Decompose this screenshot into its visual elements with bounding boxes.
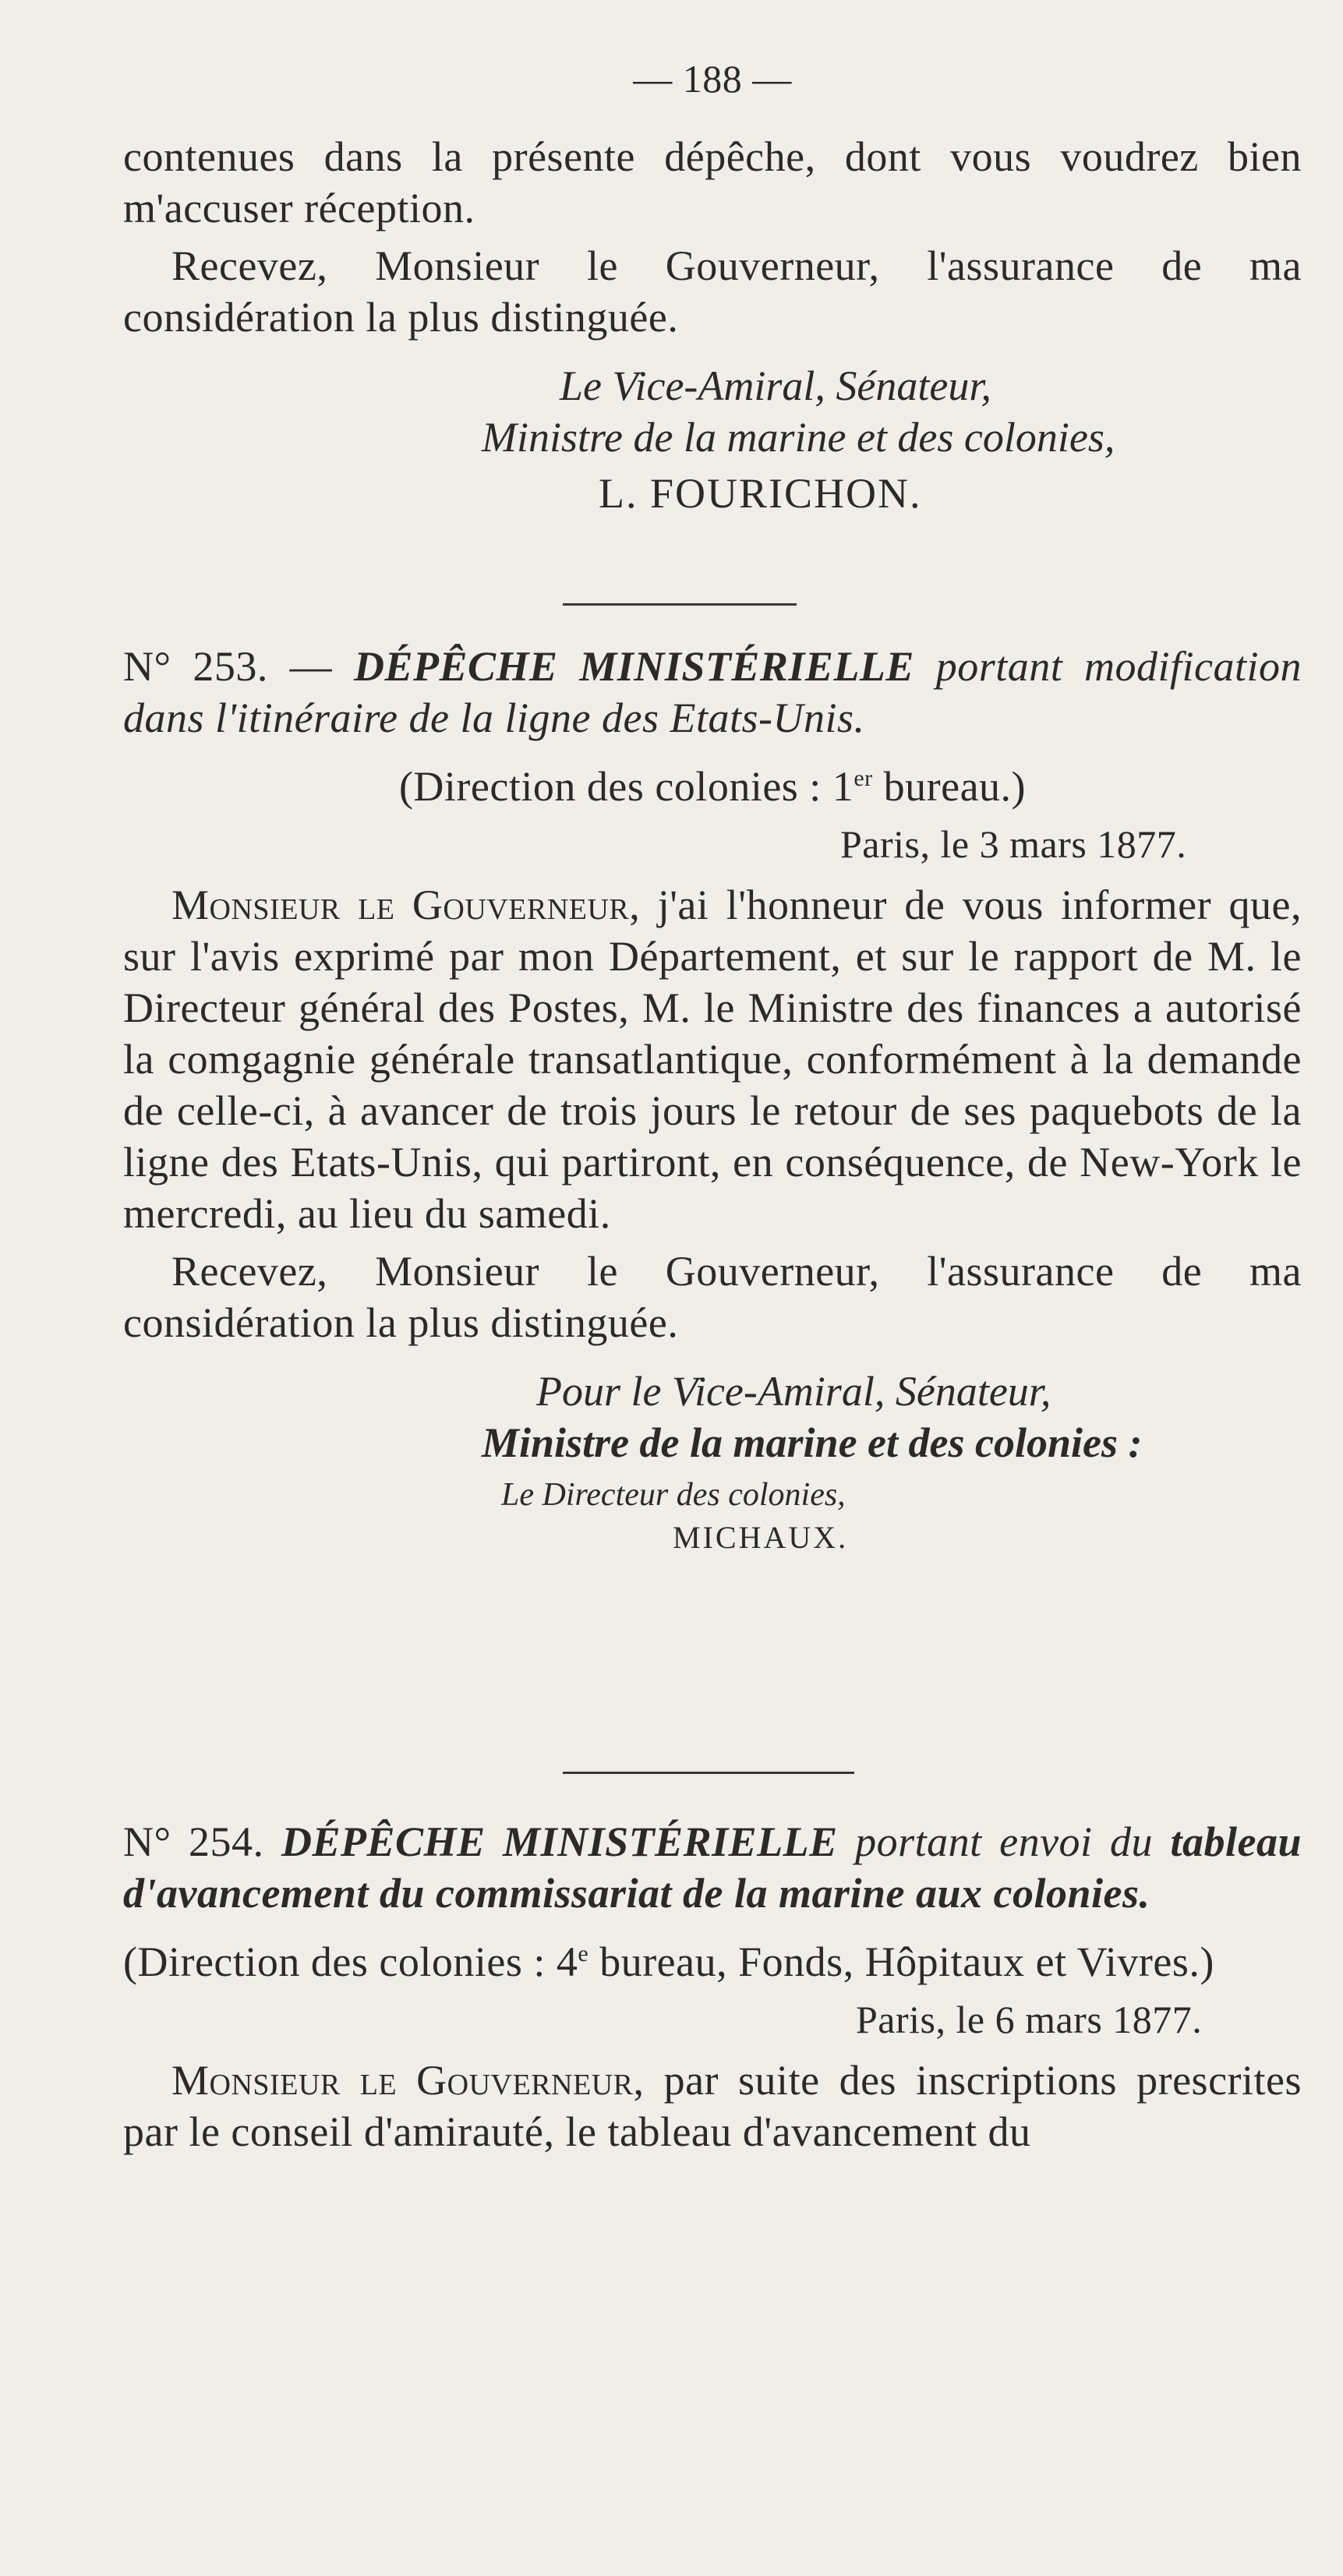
direction-sup: e xyxy=(578,1941,589,1966)
continuation-closing: Recevez, Monsieur le Gouverneur, l'assurance de ma considération la plus distinguée. xyxy=(123,242,1302,341)
dispatch-subtitle: portant envoi du xyxy=(855,1818,1154,1865)
dispatch-dateline: Paris, le 3 mars 1877. xyxy=(840,822,1187,866)
dispatch-title: DÉPÊCHE MINISTÉRIELLE xyxy=(281,1818,838,1865)
signature-line-3: Le Directeur des colonies, xyxy=(501,1477,846,1513)
signature-line-2: Ministre de la marine et des colonies, xyxy=(482,414,1115,461)
section-divider xyxy=(563,603,797,606)
signature-fourichon xyxy=(123,360,1302,519)
dispatch-salutation: Monsieur le Gouverneur, xyxy=(171,2057,645,2104)
dispatch-body-text: par suite des inscriptions prescrites par le conseil d'amirauté, le tableau d'avancement du xyxy=(123,2057,1302,2155)
signature-line-2: Ministre de la marine et des colonies : xyxy=(482,1419,1143,1466)
dispatch-subtitle-bold: tableau d'avancement du commissariat de la marine aux colonies. xyxy=(123,1818,1302,1917)
dispatch-number: N° 253. — xyxy=(123,643,333,690)
signature-michaux xyxy=(123,1366,1302,1559)
signature-name: L. FOURICHON. xyxy=(599,470,922,517)
continuation-section xyxy=(123,131,1302,519)
page-number: — 188 — xyxy=(633,57,792,101)
dispatch-direction xyxy=(123,761,1302,812)
dispatch-salutation: Monsieur le Gouverneur, xyxy=(171,882,641,928)
direction-prefix: (Direction des colonies : 4 xyxy=(123,1938,578,1985)
dispatch-body xyxy=(123,879,1302,1239)
section-divider xyxy=(563,1772,854,1774)
dispatch-heading xyxy=(123,1816,1302,1919)
direction-sup: er xyxy=(854,765,873,791)
dispatch-body-text: j'ai l'honneur de vous informer que, sur l'avis exprimé par mon Département, et sur le rapport de M. le Directeur général des Postes, M. le Ministre des finances a autorisé la comgagnie générale transatlantique, conformément à la demande de celle-ci, à avancer de trois jours le retour de ses paquebots de la ligne des Etats-Unis, qui partiront, en conséquence, de New-York le mercredi, au lieu du samedi. xyxy=(123,882,1302,1237)
direction-suffix: bureau, Fonds, Hôpitaux et Vivres.) xyxy=(588,1938,1214,1985)
dispatch-title: DÉPÊCHE MINISTÉRIELLE xyxy=(353,643,914,690)
direction-suffix: bureau.) xyxy=(872,763,1027,810)
continuation-text: contenues dans la présente dépêche, dont vous voudrez bien m'accuser réception. xyxy=(123,133,1302,231)
dispatch-heading xyxy=(123,641,1302,744)
dispatch-subtitle: portant modification dans l'itinéraire de la ligne des Etats-Unis. xyxy=(123,643,1302,741)
signature-line-1: Pour le Vice-Amiral, Sénateur, xyxy=(536,1368,1051,1415)
dispatch-dateline: Paris, le 6 mars 1877. xyxy=(856,1998,1203,2041)
dispatch-direction xyxy=(123,1936,1302,1988)
direction-prefix: (Direction des colonies : 1 xyxy=(398,763,854,810)
signature-name: MICHAUX. xyxy=(673,1520,849,1555)
dispatch-254 xyxy=(123,1816,1302,2157)
dispatch-253 xyxy=(123,641,1302,1559)
dispatch-body xyxy=(123,2055,1302,2157)
signature-line-1: Le Vice-Amiral, Sénateur, xyxy=(560,362,991,409)
page-number-block xyxy=(123,53,1302,104)
dispatch-number: N° 254. xyxy=(123,1818,264,1865)
dispatch-closing: Recevez, Monsieur le Gouverneur, l'assurance de ma considération la plus distinguée. xyxy=(123,1248,1302,1346)
